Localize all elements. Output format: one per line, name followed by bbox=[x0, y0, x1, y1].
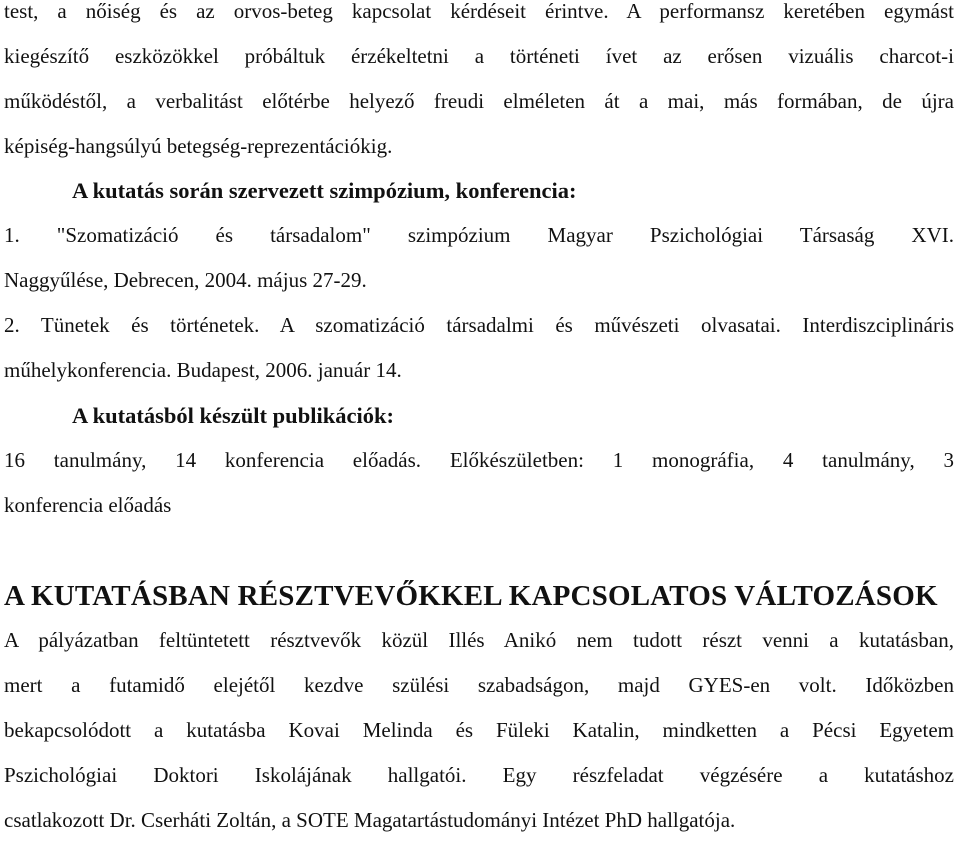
changes-line-2: mert a futamidő elejétől kezdve szülési szabadságon, majd GYES-en volt. Időközben bbox=[4, 673, 954, 697]
intro-line-2: kiegészítő eszközökkel próbáltuk érzékeltetni a történeti ívet az erősen vizuális charcot-i bbox=[4, 44, 954, 68]
participants-changes-paragraph bbox=[4, 618, 954, 843]
participants-changes-title: A KUTATÁSBAN RÉSZTVEVŐKKEL KAPCSOLATOS VÁLTOZÁSOK bbox=[4, 580, 938, 612]
publications-paragraph bbox=[4, 438, 954, 528]
changes-line-1: A pályázatban feltüntetett résztvevők közül Illés Anikó nem tudott részt venni a kutatásban, bbox=[4, 628, 954, 652]
event-2-line-1: 2. Tünetek és történetek. A szomatizáció társadalmi és művészeti olvasatai. Interdiszciplináris bbox=[4, 313, 954, 337]
intro-line-4: képiség-hangsúlyú betegség-reprezentációkig. bbox=[4, 134, 393, 158]
event-2-paragraph bbox=[4, 303, 954, 393]
publications-heading: A kutatásból készült publikációk: bbox=[72, 403, 394, 428]
event-1-line-2: Naggyűlése, Debrecen, 2004. május 27-29. bbox=[4, 268, 367, 292]
event-2-line-2: műhelykonferencia. Budapest, 2006. január 14. bbox=[4, 358, 402, 382]
events-heading: A kutatás során szervezett szimpózium, konferencia: bbox=[72, 178, 577, 203]
intro-line-3: működéstől, a verbalitást előtérbe helyező freudi elméleten át a mai, más formában, de újra bbox=[4, 89, 954, 113]
event-1-line-1: 1. "Szomatizáció és társadalom" szimpózium Magyar Pszichológiai Társaság XVI. bbox=[4, 223, 954, 247]
changes-line-4: Pszichológiai Doktori Iskolájának hallgatói. Egy részfeladat végzésére a kutatáshoz bbox=[4, 763, 954, 787]
intro-paragraph bbox=[4, 0, 954, 169]
document-page bbox=[4, 0, 954, 843]
publications-line-2: konferencia előadás bbox=[4, 493, 172, 517]
event-1-paragraph bbox=[4, 213, 954, 303]
publications-line-1: 16 tanulmány, 14 konferencia előadás. Előkészületben: 1 monográfia, 4 tanulmány, 3 bbox=[4, 448, 954, 472]
changes-line-5: csatlakozott Dr. Cserháti Zoltán, a SOTE Magatartástudományi Intézet PhD hallgatója. bbox=[4, 808, 736, 832]
changes-line-3: bekapcsolódott a kutatásba Kovai Melinda és Füleki Katalin, mindketten a Pécsi Egyetem bbox=[4, 718, 954, 742]
intro-line-1: test, a nőiség és az orvos-beteg kapcsolat kérdéseit érintve. A performansz keretében egymást bbox=[4, 0, 954, 23]
